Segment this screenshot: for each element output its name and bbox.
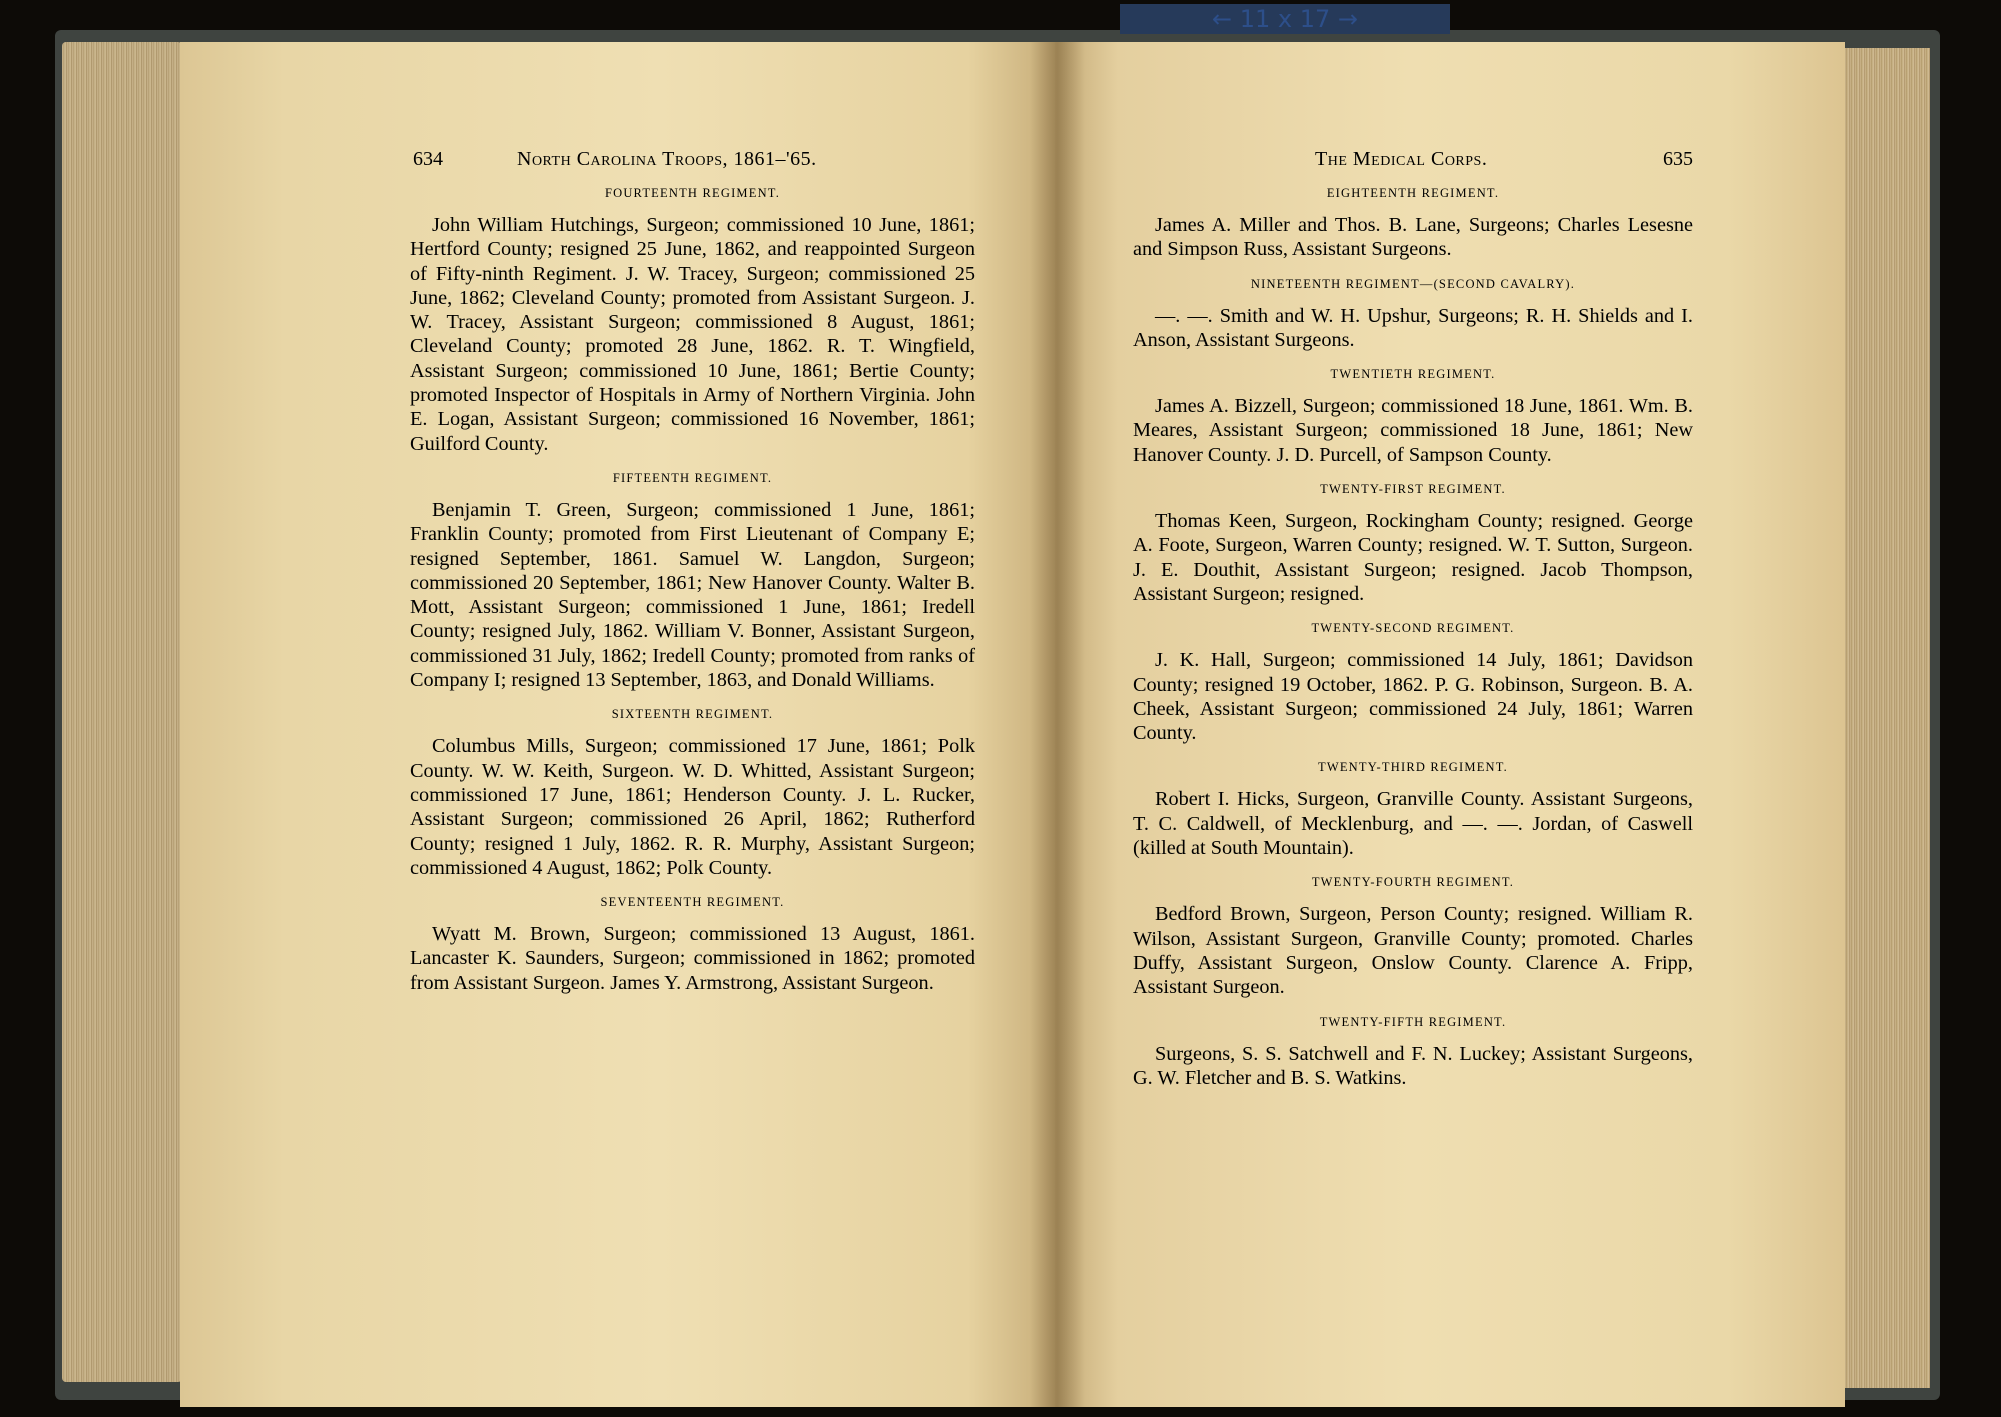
section-heading: TWENTY-FIRST REGIMENT.: [1320, 482, 1506, 497]
section-paragraph: Benjamin T. Green, Surgeon; commissioned 1 June, 1861; Franklin County; promoted from First Lieutenant of Company E; resigned September, 1861. Samuel W. Langdon, Surgeon; commissioned 20 September, 1861; New Hanover County. Walter B. Mott, Assistant Surgeon; commissioned 1 June, 1861; Iredell County; resigned July, 1862. William V. Bonner, Assistant Surgeon, commissioned 31 July, 1862; Iredell County; promoted from ranks of Company I; resigned 13 September, 1863, and Donald Williams.: [410, 498, 975, 692]
spine-label-text: ← 11 x 17 →: [1211, 5, 1358, 33]
left-page-column: [410, 185, 975, 1009]
left-page-number: 634: [413, 148, 443, 170]
right-page-number: 635: [1663, 148, 1693, 170]
section-heading: TWENTY-THIRD REGIMENT.: [1317, 760, 1509, 775]
section-paragraph: Columbus Mills, Surgeon; commissioned 17 June, 1861; Polk County. W. W. Keith, Surgeon. W. D. Whitted, Assistant Surgeon; commissioned 17 June, 1861; Henderson County. J. L. Rucker, Assistant Surgeon; commissioned 26 April, 1862; Rutherford County; resigned 1 July, 1862. R. R. Murphy, Assistant Surgeon; commissioned 4 August, 1862; Polk County.: [410, 735, 975, 879]
section-heading: TWENTY-SECOND REGIMENT.: [1311, 621, 1515, 636]
section-paragraph: Surgeons, S. S. Satchwell and F. N. Luckey; Assistant Surgeons, G. W. Fletcher and B. S. Watkins.: [1133, 1042, 1693, 1089]
page-edges-right: [1830, 48, 1930, 1388]
section-heading: TWENTY-FIFTH REGIMENT.: [1319, 1014, 1507, 1029]
section-heading: TWENTIETH REGIMENT.: [1330, 367, 1496, 382]
page-edges-left: [62, 42, 182, 1382]
left-running-head: North Carolina Troops, 1861–'65.: [517, 148, 817, 170]
section-heading: NINETEENTH REGIMENT—(SECOND CAVALRY).: [1250, 276, 1576, 291]
section-paragraph: Wyatt M. Brown, Surgeon; commissioned 13 August, 1861. Lancaster K. Saunders, Surgeon; commissioned in 1862; promoted from Assistant Surgeon. James Y. Armstrong, Assistant Surgeon.: [410, 923, 975, 994]
section-heading: FIFTEENTH REGIMENT.: [612, 470, 773, 485]
section-heading: FOURTEENTH REGIMENT.: [604, 186, 781, 200]
right-running-head: The Medical Corps.: [1315, 148, 1488, 170]
section-paragraph: Bedford Brown, Surgeon, Person County; resigned. William R. Wilson, Assistant Surgeon, Granville County; promoted. Charles Duffy, Assistant Surgeon, Onslow County. Clarence A. Fripp, Assistant Surgeon.: [1133, 903, 1693, 999]
book-gutter: [1030, 42, 1085, 1407]
section-paragraph: James A. Miller and Thos. B. Lane, Surgeons; Charles Lesesne and Simpson Russ, Assistant Surgeons.: [1133, 214, 1693, 261]
section-heading: TWENTY-FOURTH REGIMENT.: [1311, 875, 1515, 890]
section-paragraph: Robert I. Hicks, Surgeon, Granville County. Assistant Surgeons, T. C. Caldwell, of Mecklenburg, and —. —. Jordan, of Caswell (killed at South Mountain).: [1133, 788, 1693, 860]
section-heading: EIGHTEENTH REGIMENT.: [1326, 186, 1500, 200]
section-paragraph: John William Hutchings, Surgeon; commissioned 10 June, 1861; Hertford County; resigned 25 June, 1862, and reappointed Surgeon of Fifty-ninth Regiment. J. W. Tracey, Surgeon; commissioned 25 June, 1862; Cleveland County; promoted from Assistant Surgeon. J. W. Tracey, Assistant Surgeon; commissioned 8 August, 1861; Cleveland County; promoted 28 June, 1862. R. T. Wingfield, Assistant Surgeon; commissioned 10 June, 1861; Bertie County; promoted Inspector of Hospitals in Army of Northern Virginia. John E. Logan, Assistant Surgeon; commissioned 16 November, 1861; Guilford County.: [410, 214, 975, 455]
section-paragraph: —. —. Smith and W. H. Upshur, Surgeons; R. H. Shields and I. Anson, Assistant Surgeons.: [1133, 304, 1693, 351]
spine-label: [1120, 4, 1450, 34]
section-heading: SIXTEENTH REGIMENT.: [611, 707, 774, 722]
section-heading: SEVENTEENTH REGIMENT.: [600, 895, 785, 910]
section-paragraph: James A. Bizzell, Surgeon; commissioned 18 June, 1861. Wm. B. Meares, Assistant Surgeon; commissioned 18 June, 1861; New Hanover County. J. D. Purcell, of Sampson County.: [1133, 395, 1693, 466]
section-paragraph: Thomas Keen, Surgeon, Rockingham County; resigned. George A. Foote, Surgeon, Warren County; resigned. W. T. Sutton, Surgeon. J. E. Douthit, Assistant Surgeon; resigned. Jacob Thompson, Assistant Surgeon; resigned.: [1133, 510, 1693, 605]
right-page-column: [1133, 185, 1693, 1104]
section-paragraph: J. K. Hall, Surgeon; commissioned 14 July, 1861; Davidson County; resigned 19 October, 1862. P. G. Robinson, Surgeon. B. A. Cheek, Assistant Surgeon; commissioned 24 July, 1861; Warren County.: [1133, 649, 1693, 745]
